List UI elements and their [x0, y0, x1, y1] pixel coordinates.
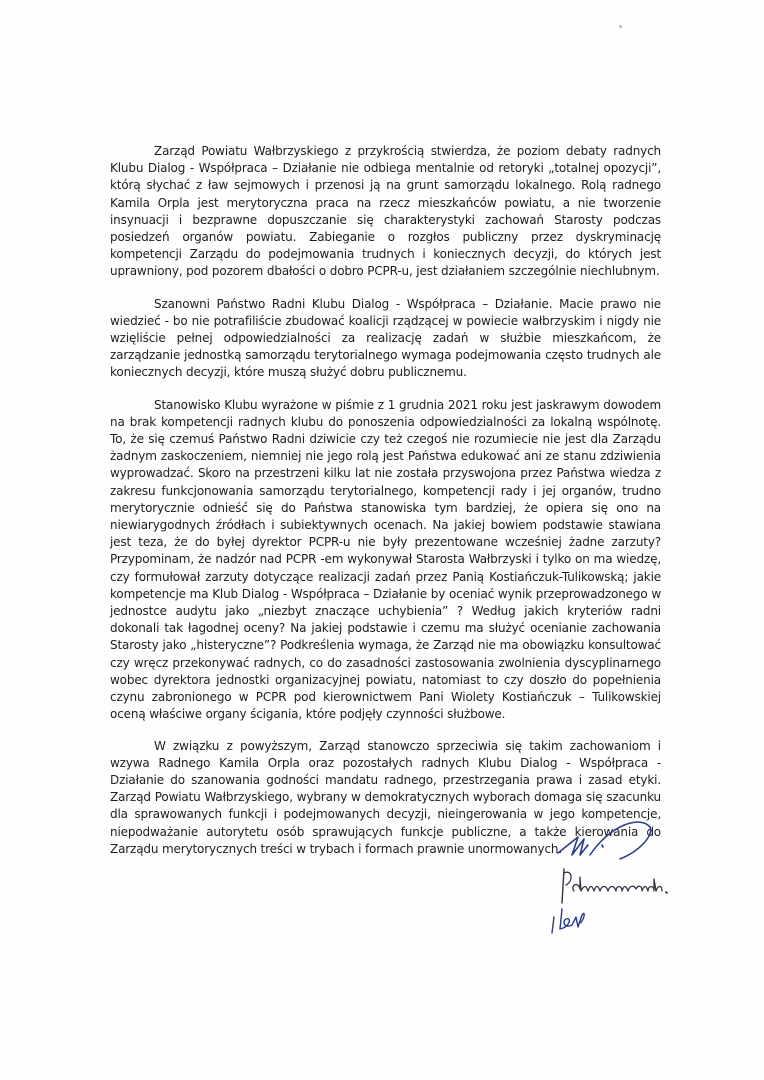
signature-icon — [550, 815, 750, 945]
paragraph-2: Szanowni Państwo Radni Klubu Dialog - Współpraca – Działanie. Macie prawo nie wiedzieć - bo nie potrafiliście zbudować koalicji rządzącej w powiecie wałbrzyskim i nigdy nie wzięliście pełnej odpowiedzialności za realizację zadań w służbie mieszkańcom, że zarządzanie jednostką samorządu terytorialnego wymaga podejmowania często trudnych ale koniecznych decyzji, które muszą służyć dobru publicznemu. — [110, 296, 661, 380]
document-body — [110, 143, 661, 872]
paragraph-4: W związku z powyższym, Zarząd stanowczo sprzeciwia się takim zachowaniom i wzywa Radnego Kamila Orpla oraz pozostałych radnych Klubu Dialog - Współpraca - Działanie do szanowania godności mandatu radnego, przestrzegania prawa i zasad etyki. Zarząd Powiatu Wałbrzyskiego, wybrany w demokratycznych wyborach domaga się szacunku dla sprawowanych funkcji i podejmowanych decyzji, nieingerowania w jego kompetencje, niepodważanie autorytetu osób sprawujących funkcje publiczne, a także kierowania do Zarządu merytorycznych treści w trybach i formach prawnie unormowanych. — [110, 738, 661, 856]
scan-artifact-dot — [619, 25, 622, 28]
handwritten-signatures — [550, 815, 750, 945]
paragraph-1: Zarząd Powiatu Wałbrzyskiego z przykrością stwierdza, że poziom debaty radnych Klubu Dialog - Współpraca – Działanie nie odbiega mentalnie od retoryki „totalnej opozycji”, którą słychać z ław sejmowych i przenosi ją na grunt samorządu lokalnego. Rolą radnego Kamila Orpla jest merytoryczna praca na rzecz mieszkańców powiatu, a nie tworzenie insynuacji i bezprawne dopuszczanie się charakterystyki zachowań Starosty podczas posiedzeń organów powiatu. Zabieganie o rozgłos publiczny przez dyskryminację kompetencji Zarządu do podejmowania trudnych i koniecznych decyzji, do których jest uprawniony, pod pozorem dbałości o dobro PCPR-u, jest działaniem szczególnie niechlubnym. — [110, 144, 661, 279]
paragraph-3: Stanowisko Klubu wyrażone w piśmie z 1 grudnia 2021 roku jest jaskrawym dowodem na brak kompetencji radnych klubu do ponoszenia odpowiedzialności za lokalną wspólnotę. To, że się czemuś Państwo Radni dziwicie czy też czegoś nie rozumiecie nie jest dla Zarządu żadnym zaskoczeniem, niemniej nie jego rolą jest Państwa edukować ani ze stanu zdziwienia wyprowadzać. Skoro na przestrzeni kilku lat nie została przyswojona przez Państwa wiedza z zakresu funkcjonowania samorządu terytorialnego, kompetencji rady i jej organów, trudno merytorycznie odnieść się do Państwa stanowiska tym bardziej, że opiera się ono na niewiarygodnych źródłach i subiektywnych ocenach. Na jakiej bowiem podstawie stawiana jest teza, że do byłej dyrektor PCPR-u nie były prezentowane wcześniej żadne zarzuty? Przypominam, że nadzór nad PCPR -em wykonywał Starosta Wałbrzyski i tylko on ma wiedzę, czy formułował zarzuty dotyczące realizacji zadań przez Panią Kostiańczuk-Tulikowską; jakie kompetencje ma Klub Dialog - Współpraca – Działanie by oceniać wynik przeprowadzonego w jednostce audytu jako „niezbyt znaczące uchybienia” ? Według jakich kryteriów radni dokonali tak łagodnej oceny? Na jakiej podstawie i czemu ma służyć ocenianie zachowania Starosty jako „histeryczne”? Podkreślenia wymaga, że Zarząd nie ma obowiązku konsultować czy wręcz przekonywać radnych, co do zasadności zastosowania zwolnienia dyscyplinarnego wobec dyrektora jednostki organizacyjnej powiatu, natomiast to czy doszło do popełnienia czynu zabronionego w PCPR pod kierownictwem Pani Wiolety Kostiańczuk – Tulikowskiej oceną właściwe organy ścigania, które podjęły czynności służbowe. — [110, 397, 661, 722]
